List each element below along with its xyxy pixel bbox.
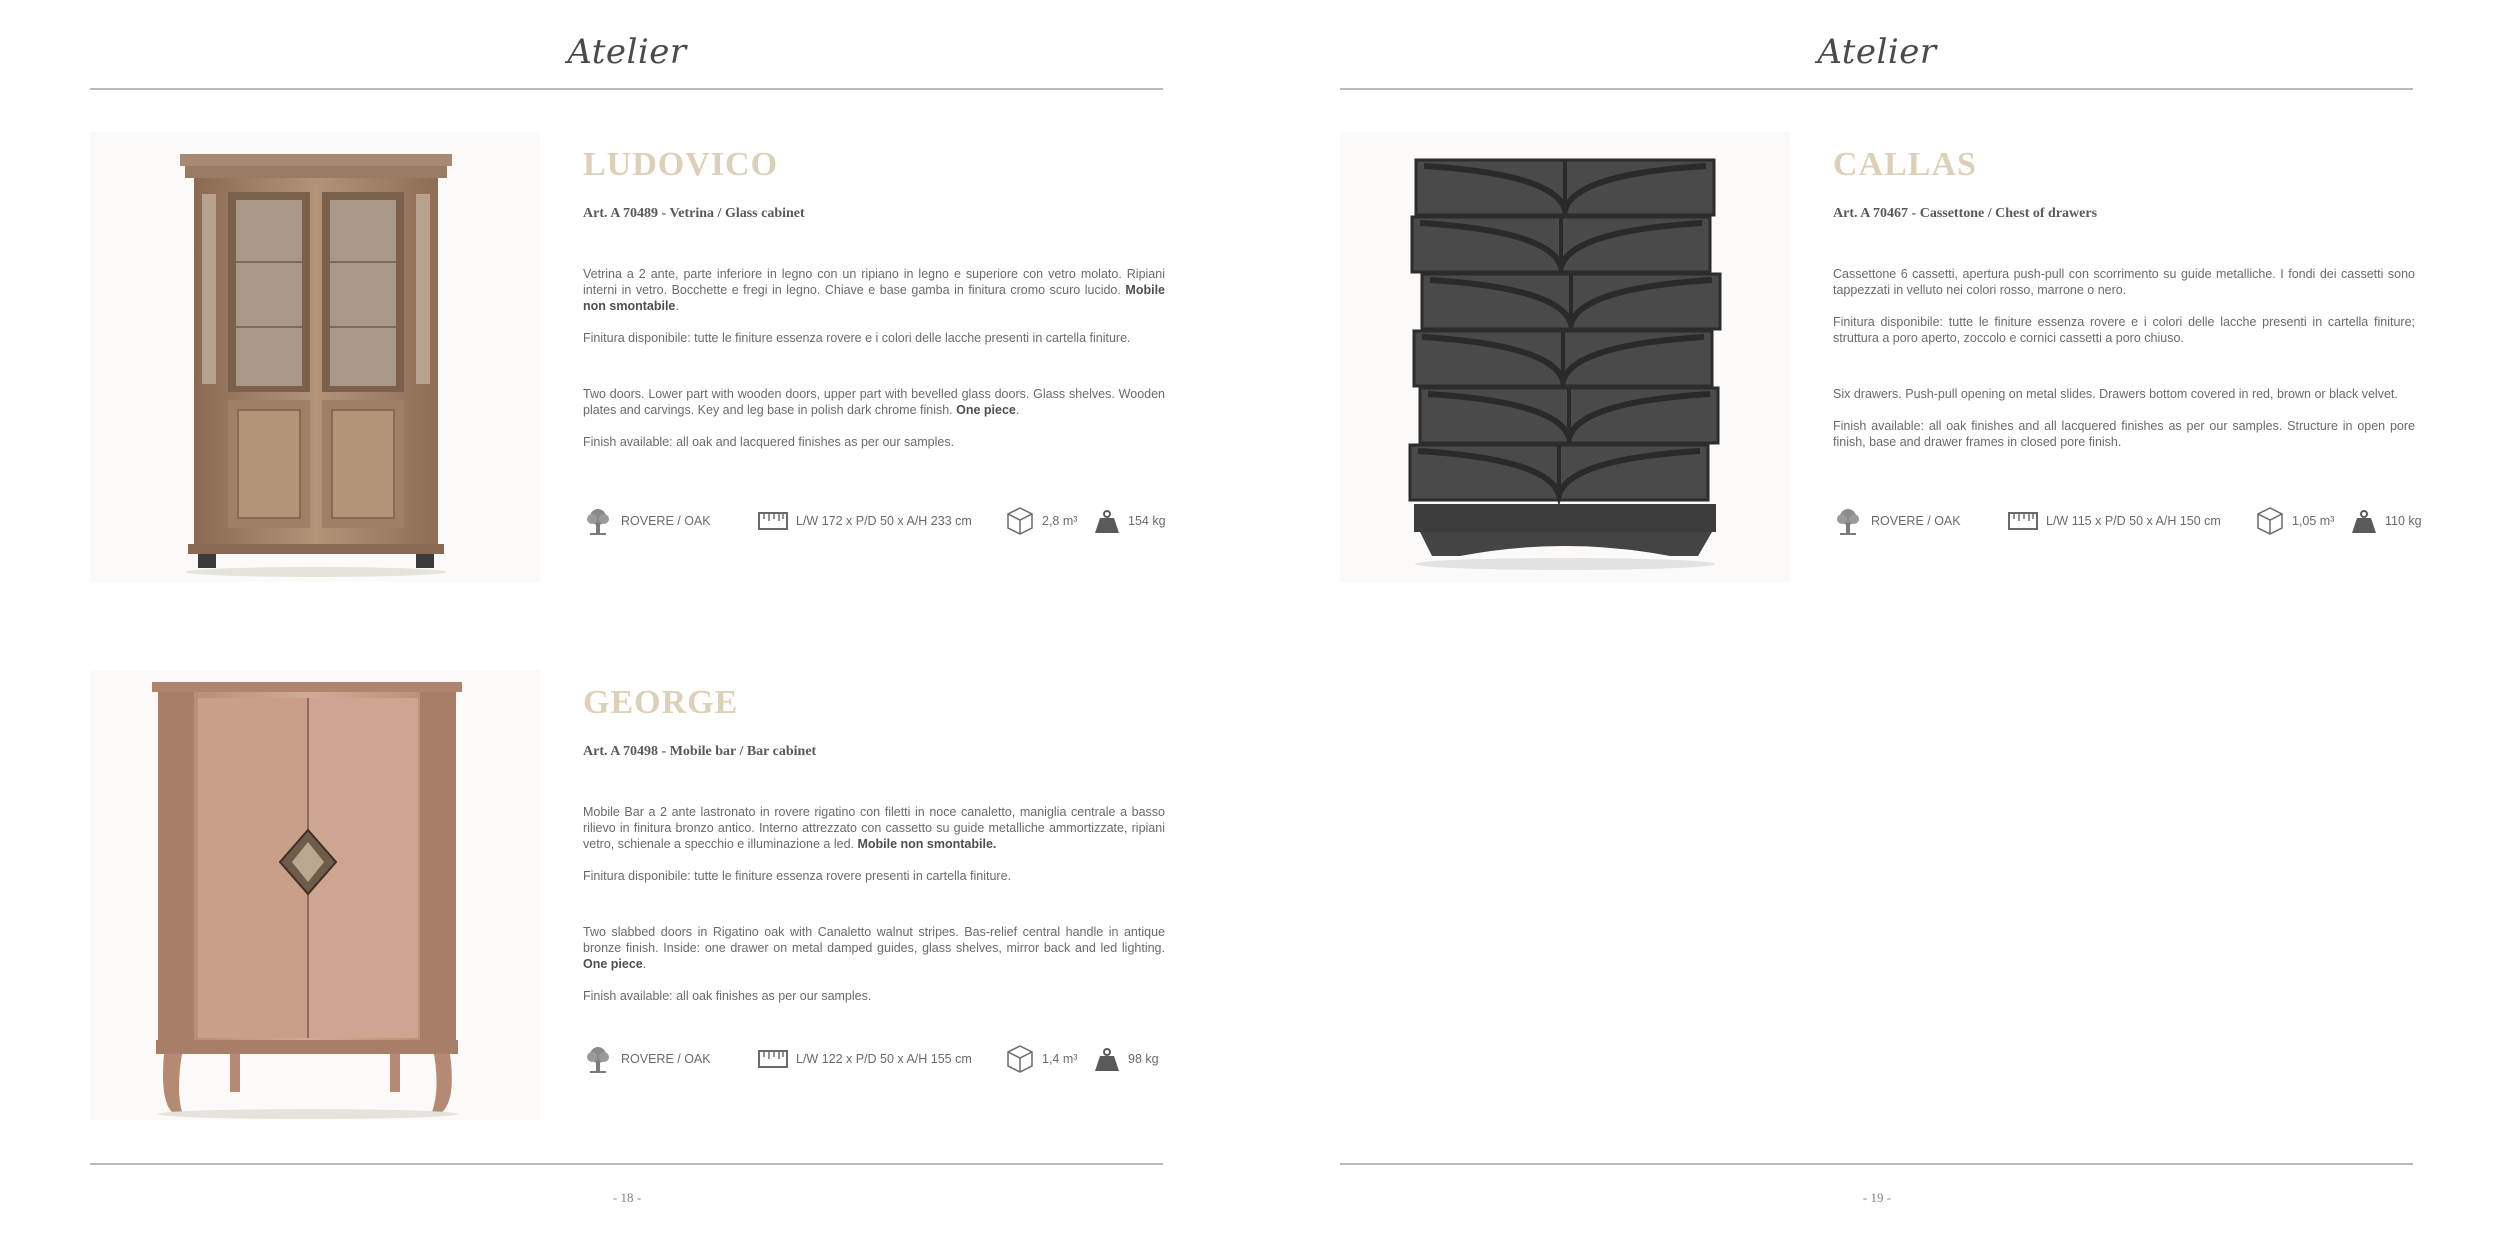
bottom-divider	[1340, 1163, 2413, 1165]
article-code: Art. A 70489 - Vetrina / Glass cabinet	[583, 206, 805, 221]
material-label: ROVERE / OAK	[621, 1052, 711, 1066]
tree-icon	[583, 1044, 613, 1074]
material-label: ROVERE / OAK	[1871, 514, 1961, 528]
description-it-text: Vetrina a 2 ante, parte inferiore in legno con un ripiano in legno e superiore con vetro molato. Ripiani interni in vetro. Bocchette e fregi in legno. Chiave e base gamba in finitura cromo scuro lucido.	[583, 267, 1165, 297]
description-it-bold: Mobile non smontabile.	[857, 837, 997, 851]
spec-volume	[1006, 1042, 1077, 1076]
finish-it: Finitura disponibile: tutte le finiture essenza rovere e i colori delle lacche presenti in cartella finiture.	[583, 331, 1131, 345]
bar-cabinet-image	[90, 670, 540, 1120]
finish-it: Finitura disponibile: tutte le finiture essenza rovere presenti in cartella finiture.	[583, 869, 1011, 883]
volume-label: 1,05 m³	[2292, 514, 2335, 528]
ruler-icon	[758, 511, 788, 531]
box-icon	[1006, 506, 1034, 536]
spec-volume	[1006, 504, 1077, 538]
tree-icon	[1833, 506, 1863, 536]
description-en-bold: One piece	[583, 957, 643, 971]
spec-row	[1833, 504, 2422, 538]
article-code: Art. A 70467 - Cassettone / Chest of drawers	[1833, 206, 2098, 221]
spec-volume	[2256, 504, 2334, 538]
dimensions-label: L/W 172 x P/D 50 x A/H 233 cm	[796, 514, 972, 528]
spec-material	[583, 504, 711, 538]
top-divider	[1340, 88, 2413, 90]
product-name: LUDOVICO	[583, 146, 779, 183]
chest-of-drawers-image	[1340, 132, 1790, 582]
finish-en: Finish available: all oak finishes and all lacquered finishes as per our samples. Structure in open pore finish, base and drawer frames in closed pore finish.	[1833, 419, 2415, 449]
product-name: GEORGE	[583, 684, 739, 721]
spec-dimensions	[758, 504, 972, 538]
weight-icon	[1094, 508, 1120, 534]
weight-label: 110 kg	[2385, 514, 2422, 528]
bottom-divider	[90, 1163, 1163, 1165]
description-it-bold: Mobile non smontabile	[583, 283, 1165, 313]
product-ludovico	[90, 132, 1165, 582]
drawer-stack	[1410, 160, 1720, 500]
finish-en: Finish available: all oak and lacquered finishes as per our samples.	[583, 435, 955, 449]
dimensions-label: L/W 122 x P/D 50 x A/H 155 cm	[796, 1052, 972, 1066]
description-en: Two slabbed doors in Rigatino oak with Canaletto walnut stripes. Bas-relief central handle in antique bronze finish. Inside: one drawer on metal damped guides, glass shelves, mirror back and led lighting. One piece.	[583, 925, 1165, 971]
description-en-text: Two doors. Lower part with wooden doors, upper part with bevelled glass doors. Glass shelves. Wooden plates and carvings. Key and leg base in polish dark chrome finish.	[583, 387, 1165, 417]
brand-logo: Atelier	[1817, 32, 1937, 72]
spec-row	[583, 504, 1165, 538]
finish-it: Finitura disponibile: tutte le finiture essenza rovere e i colori delle lacche presenti in cartella finiture; struttura a poro aperto, zoccolo e cornici cassetti a poro chiuso.	[1833, 315, 2415, 345]
top-divider	[90, 88, 1163, 90]
description-en-bold: One piece	[956, 403, 1016, 417]
description-en: Six drawers. Push-pull opening on metal slides. Drawers bottom covered in red, brown or black velvet.	[1833, 387, 2398, 401]
product-george	[90, 670, 1165, 1120]
box-icon	[1006, 1044, 1034, 1074]
description-en-text: Two slabbed doors in Rigatino oak with Canaletto walnut stripes. Bas-relief central handle in antique bronze finish. Inside: one drawer on metal damped guides, glass shelves, mirror back and led lighting.	[583, 925, 1165, 955]
spec-dimensions	[2008, 504, 2221, 538]
spec-weight	[1094, 504, 1166, 538]
box-icon	[2256, 506, 2284, 536]
spec-material	[1833, 504, 1961, 538]
description-it	[583, 804, 1165, 852]
weight-icon	[2351, 508, 2377, 534]
volume-label: 2,8 m³	[1042, 514, 1078, 528]
description-it-text: Mobile Bar a 2 ante lastronato in rovere rigatino con filetti in noce canaletto, maniglia centrale a basso rilievo in finitura bronzo antico. Interno attrezzato con cassetto su guide metalliche ammortizzate, ripiani vetro, schienale a specchio e illuminazione a led.	[583, 805, 1165, 851]
weight-icon	[1094, 1046, 1120, 1072]
ruler-icon	[2008, 511, 2038, 531]
ruler-icon	[758, 1049, 788, 1069]
tree-icon	[583, 506, 613, 536]
glass-cabinet-image	[90, 132, 540, 582]
spec-material	[583, 1042, 711, 1076]
article-code: Art. A 70498 - Mobile bar / Bar cabinet	[583, 744, 817, 759]
dimensions-label: L/W 115 x P/D 50 x A/H 150 cm	[2046, 514, 2221, 528]
material-label: ROVERE / OAK	[621, 514, 711, 528]
page-19	[1250, 0, 2500, 1250]
page-number: - 19 -	[1862, 1190, 1892, 1205]
description-it: Vetrina a 2 ante, parte inferiore in legno con un ripiano in legno e superiore con vetro molato. Ripiani interni in vetro. Bocchette e fregi in legno. Chiave e base gamba in finitura cromo scuro lucido. Mobile non smontabile.	[583, 267, 1165, 313]
product-name: CALLAS	[1833, 146, 1977, 183]
spec-weight	[2351, 504, 2422, 538]
spec-dimensions	[758, 1042, 972, 1076]
finish-en: Finish available: all oak finishes as per our samples.	[583, 989, 872, 1003]
spec-weight	[1094, 1042, 1159, 1076]
weight-label: 154 kg	[1128, 514, 1166, 528]
product-callas	[1340, 132, 2422, 582]
weight-label: 98 kg	[1128, 1052, 1159, 1066]
brand-logo: Atelier	[567, 32, 687, 72]
page-number: - 18 -	[612, 1190, 642, 1205]
spec-row	[583, 1042, 1165, 1076]
description-en: Two doors. Lower part with wooden doors, upper part with bevelled glass doors. Glass shelves. Wooden plates and carvings. Key and leg base in polish dark chrome finish. One piece.	[583, 387, 1165, 417]
description-it: Cassettone 6 cassetti, apertura push-pull con scorrimento su guide metalliche. I fondi dei cassetti sono tappezzati in velluto nei colori rosso, marrone o nero.	[1833, 267, 2415, 297]
volume-label: 1,4 m³	[1042, 1052, 1078, 1066]
